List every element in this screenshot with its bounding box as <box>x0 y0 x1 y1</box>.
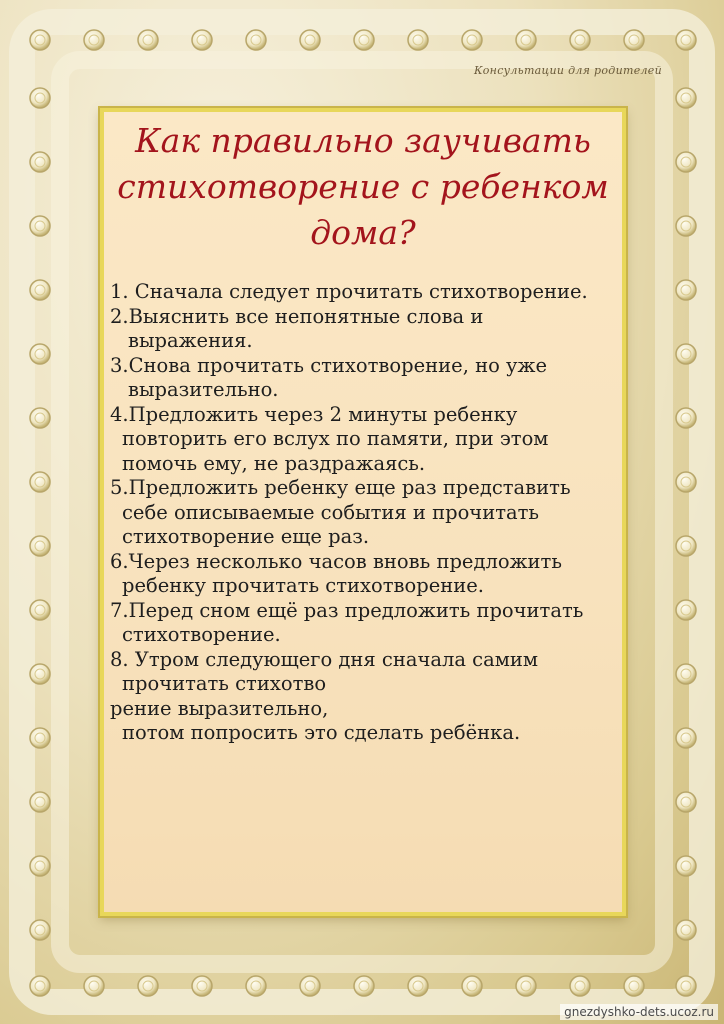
title-line-3: дома? <box>310 213 416 252</box>
title-line-2: стихотворение с ребенком <box>117 167 609 206</box>
step-line: выражения. <box>128 329 253 352</box>
decorative-ring <box>516 976 536 996</box>
decorative-ring <box>516 30 536 50</box>
decorative-ring <box>676 408 696 428</box>
decorative-ring <box>30 976 50 996</box>
decorative-ring <box>570 30 590 50</box>
decorative-ring <box>676 344 696 364</box>
step-line: 6.Через несколько часов вновь предложить <box>110 549 562 573</box>
decorative-ring <box>354 30 374 50</box>
step-6 <box>110 550 626 599</box>
decorative-ring <box>30 664 50 684</box>
step-line: 3.Снова прочитать стихотворение, но уже <box>110 353 547 377</box>
decorative-ring <box>624 30 644 50</box>
decorative-ring <box>84 30 104 50</box>
site-watermark: gnezdyshko-dets.ucoz.ru <box>560 1004 718 1020</box>
step-line: помочь ему, не раздражаясь. <box>122 451 426 475</box>
step-1 <box>110 280 626 305</box>
decorative-ring <box>30 88 50 108</box>
decorative-ring <box>30 728 50 748</box>
decorative-ring <box>30 344 50 364</box>
decorative-ring <box>462 30 482 50</box>
decorative-ring <box>676 152 696 172</box>
decorative-ring <box>138 30 158 50</box>
decorative-ring <box>84 976 104 996</box>
step-line: 1. Сначала следует прочитать стихотворение. <box>110 280 588 303</box>
decorative-ring <box>192 30 212 50</box>
decorative-ring <box>300 30 320 50</box>
decorative-ring <box>138 976 158 996</box>
steps-list <box>110 280 626 746</box>
decorative-ring <box>570 976 590 996</box>
decorative-ring <box>30 408 50 428</box>
step-2 <box>110 305 626 354</box>
decorative-ring <box>408 30 428 50</box>
decorative-ring <box>676 536 696 556</box>
decorative-ring <box>354 976 374 996</box>
decorative-ring <box>246 976 266 996</box>
decorative-ring <box>408 976 428 996</box>
decorative-ring <box>676 216 696 236</box>
decorative-ring <box>676 976 696 996</box>
decorative-ring <box>30 30 50 50</box>
decorative-ring <box>246 30 266 50</box>
decorative-ring <box>676 792 696 812</box>
step-line: прочитать стихотво <box>122 672 327 695</box>
step-3 <box>110 354 626 403</box>
decorative-ring <box>192 976 212 996</box>
step-5 <box>110 476 626 550</box>
step-7 <box>110 599 626 648</box>
step-line: выразительно. <box>128 378 279 401</box>
decorative-ring <box>30 152 50 172</box>
decorative-ring <box>30 280 50 300</box>
step-line: стихотворение. <box>122 623 281 646</box>
decorative-ring <box>676 88 696 108</box>
decorative-ring <box>676 600 696 620</box>
step-line: ребенку прочитать стихотворение. <box>122 574 484 597</box>
page-title <box>100 118 626 256</box>
decorative-ring <box>462 976 482 996</box>
decorative-ring <box>676 472 696 492</box>
decorative-ring <box>676 664 696 684</box>
tagline: Консультации для родителей <box>473 64 662 77</box>
decorative-ring <box>676 280 696 300</box>
step-4 <box>110 403 626 477</box>
step-line: потом попросить это сделать ребёнка. <box>122 721 521 744</box>
step-line: 4.Предложить через 2 минуты ребенку <box>110 402 518 426</box>
step-line: 8. Утром следующего дня сначала самим <box>110 647 539 671</box>
step-line: себе описываемые события и прочитать <box>122 500 540 524</box>
decorative-ring <box>300 976 320 996</box>
decorative-ring <box>676 856 696 876</box>
decorative-ring <box>30 600 50 620</box>
step-line: стихотворение еще раз. <box>122 525 370 548</box>
step-8 <box>110 648 626 746</box>
step-line: повторить его вслух по памяти, при этом <box>122 427 549 450</box>
decorative-ring <box>30 536 50 556</box>
title-line-1: Как правильно заучивать <box>135 121 591 160</box>
decorative-ring <box>676 30 696 50</box>
decorative-ring <box>30 472 50 492</box>
step-line: 2.Выяснить все непонятные слова и <box>110 304 484 328</box>
decorative-ring <box>676 728 696 748</box>
step-line: рение выразительно, <box>110 696 329 720</box>
decorative-ring <box>30 856 50 876</box>
decorative-ring <box>676 920 696 940</box>
step-line: 7.Перед сном ещё раз предложить прочитать <box>110 598 584 622</box>
decorative-ring <box>624 976 644 996</box>
decorative-ring <box>30 920 50 940</box>
decorative-ring <box>30 216 50 236</box>
step-line: 5.Предложить ребенку еще раз представить <box>110 476 571 499</box>
decorative-ring <box>30 792 50 812</box>
